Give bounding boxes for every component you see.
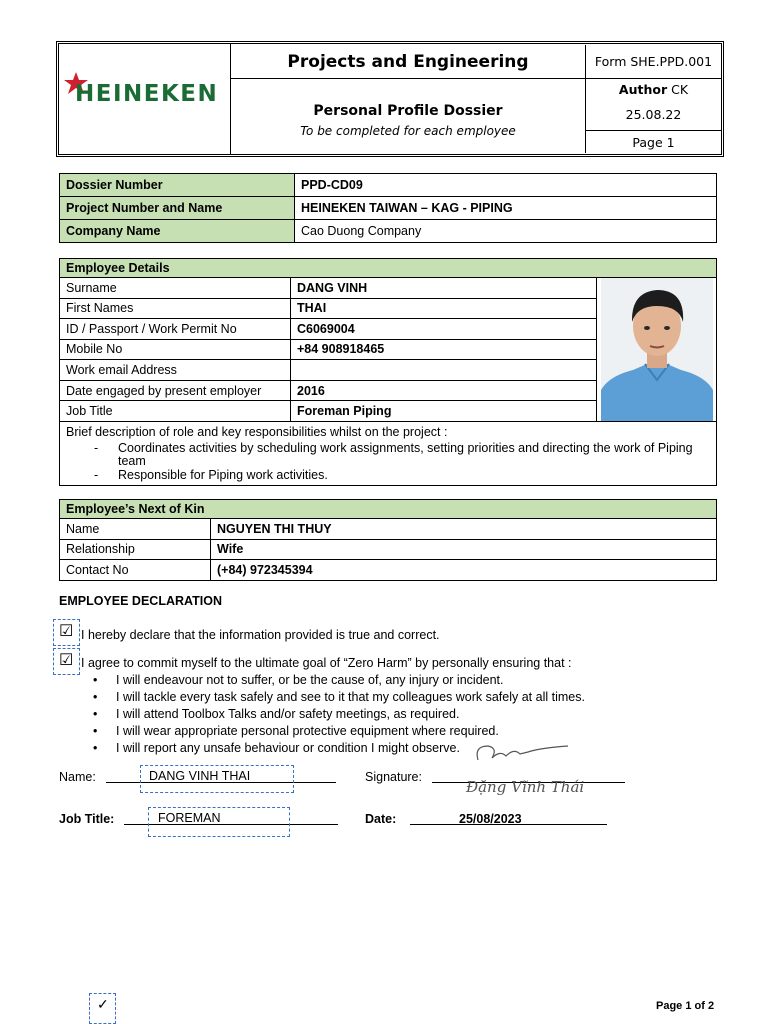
bullet-dot: •: [93, 724, 98, 738]
kin-value: (+84) 972345394: [211, 560, 717, 581]
employee-value: THAI: [291, 298, 597, 319]
footer-checkbox[interactable]: [89, 993, 116, 1024]
role-heading: Brief description of role and key responsibilities whilst on the project :: [66, 425, 448, 439]
employee-value: C6069004: [291, 319, 597, 340]
declaration-bullet: I will tackle every task safely and see to it that my colleagues work safely at all times.: [116, 690, 585, 704]
employee-value: +84 908918465: [291, 339, 597, 360]
job-title-field[interactable]: [148, 807, 290, 837]
table-row: [60, 278, 717, 299]
employee-label: Mobile No: [60, 339, 291, 360]
author-label: Author: [618, 81, 668, 97]
kin-label: Relationship: [60, 539, 211, 560]
checkmark-icon: ☑: [59, 652, 74, 669]
bullet-dot: •: [93, 741, 98, 755]
role-cell: [60, 422, 717, 486]
dossier-label: Project Number and Name: [60, 197, 295, 220]
declaration-bullet: I will endeavour not to suffer, or be the cause of, any injury or incident.: [116, 673, 504, 687]
table-row: [60, 220, 717, 243]
employee-label: Job Title: [60, 401, 291, 422]
logo-text: HEINEKEN: [75, 81, 219, 107]
date-label: Date:: [365, 812, 397, 826]
bullet-dot: •: [93, 707, 98, 721]
table-row: [60, 197, 717, 220]
responsibility-item: - Coordinates activities by scheduling work assignments, setting priorities and directing the work of Piping team: [94, 441, 693, 468]
job-title-label: Job Title:: [59, 812, 115, 826]
signature-mark: [470, 738, 580, 768]
declaration-bullet: I will attend Toolbox Talks and/or safety meetings, as required.: [116, 707, 460, 721]
declaration-statement-2: I agree to commit myself to the ultimate goal of “Zero Harm” by personally ensuring that :: [81, 656, 572, 670]
declaration-statement-1: I hereby declare that the information provided is true and correct.: [81, 628, 440, 642]
dossier-value: PPD-CD09: [295, 174, 717, 197]
author-value: CK: [671, 81, 689, 97]
employee-label: First Names: [60, 298, 291, 319]
author-line: [586, 79, 721, 99]
header-subtitle: Personal Profile Dossier: [313, 103, 503, 119]
declaration-heading: EMPLOYEE DECLARATION: [59, 594, 222, 608]
name-value: DANG VINH THAI: [149, 769, 251, 783]
employee-label: Work email Address: [60, 360, 291, 381]
dossier-value: HEINEKEN TAIWAN – KAG - PIPING: [295, 197, 717, 220]
kin-value: Wife: [211, 539, 717, 560]
employee-value: DANG VINH: [291, 278, 597, 299]
date-value: 25/08/2023: [459, 812, 522, 826]
job-title-value: FOREMAN: [158, 811, 221, 825]
employee-photo: [601, 278, 713, 421]
header-meta: [586, 45, 721, 153]
dossier-label: Dossier Number: [60, 174, 295, 197]
responsibility-text: Responsible for Piping work activities.: [118, 468, 328, 482]
header-subtitle-note: To be completed for each employee: [300, 124, 516, 138]
employee-value: 2016: [291, 380, 597, 401]
bullet-dot: •: [93, 673, 98, 687]
header-page: Page 1: [632, 134, 675, 150]
dossier-label: Company Name: [60, 220, 295, 243]
dossier-value: Cao Duong Company: [295, 220, 717, 243]
bullet-dot: •: [93, 690, 98, 704]
table-row: [60, 560, 717, 581]
header-title: Projects and Engineering: [231, 45, 586, 79]
table-row: [60, 174, 717, 197]
employee-heading: Employee Details: [60, 259, 717, 278]
employee-label: Date engaged by present employer: [60, 380, 291, 401]
name-field[interactable]: [140, 765, 294, 793]
logo-cell: [58, 43, 231, 155]
header-subtitle-block: [231, 79, 586, 153]
dossier-table: [59, 173, 717, 243]
footer-page-number: Page 1 of 2: [656, 1000, 715, 1012]
declaration-checkbox-1[interactable]: [53, 619, 80, 646]
photo-cell: [597, 278, 717, 422]
signature-text: Đặng Vĩnh Thái: [466, 778, 585, 796]
next-of-kin-table: [59, 499, 717, 581]
name-label: Name:: [59, 770, 96, 784]
kin-label: Contact No: [60, 560, 211, 581]
form-code: Form SHE.PPD.001: [586, 45, 721, 79]
responsibility-text: Coordinates activities by scheduling work assignments, setting priorities and directing the work of Piping team: [118, 441, 693, 468]
kin-value: NGUYEN THI THUY: [211, 519, 717, 540]
checkmark-icon: ☑: [59, 623, 74, 640]
employee-value: [291, 360, 597, 381]
kin-label: Name: [60, 519, 211, 540]
employee-label: Surname: [60, 278, 291, 299]
employee-value: Foreman Piping: [291, 401, 597, 422]
kin-heading: Employee’s Next of Kin: [60, 500, 717, 519]
employee-label: ID / Passport / Work Permit No: [60, 319, 291, 340]
signature-label: Signature:: [365, 770, 422, 784]
responsibility-item: - Responsible for Piping work activities.: [94, 468, 328, 482]
declaration-bullet: I will report any unsafe behaviour or condition I might observe.: [116, 741, 460, 755]
employee-table: [59, 258, 717, 486]
declaration-bullet: I will wear appropriate personal protective equipment where required.: [116, 724, 499, 738]
header-date: 25.08.22: [586, 99, 721, 131]
table-row: [60, 539, 717, 560]
table-row: [60, 519, 717, 540]
checkmark-icon: ✓: [97, 996, 109, 1012]
declaration-checkbox-2[interactable]: [53, 648, 80, 675]
